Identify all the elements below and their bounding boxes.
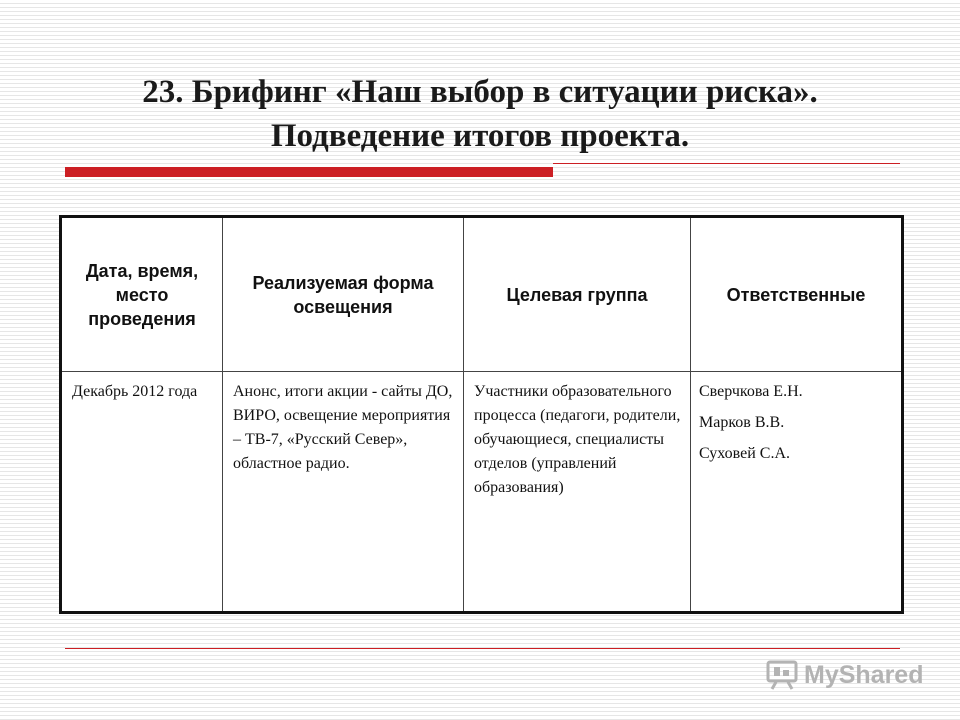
slide-title xyxy=(60,70,900,158)
responsible-person: Сверчкова Е.Н. xyxy=(699,383,803,400)
responsible-person: Суховей С.А. xyxy=(699,445,791,462)
responsible-person: Марков В.В. xyxy=(699,414,785,431)
cell-responsible xyxy=(691,372,903,613)
header-form: Реализуемая форма освещения xyxy=(223,217,464,372)
header-target-group: Целевая группа xyxy=(464,217,691,372)
cell-form: Анонс, итоги акции - сайты ДО, ВИРО, освещение мероприятия – ТВ-7, «Русский Север», областное радио. xyxy=(223,372,464,613)
table-header-row xyxy=(61,217,903,372)
watermark-text: MyShared xyxy=(804,660,924,689)
slide-title-line-2: Подведение итогов проекта. xyxy=(270,118,690,154)
watermark-logo xyxy=(766,655,923,695)
plan-table xyxy=(59,215,904,614)
bottom-accent-rule xyxy=(65,648,900,649)
table-row xyxy=(61,372,903,613)
cell-date: Декабрь 2012 года xyxy=(61,372,223,613)
title-accent-bar xyxy=(65,167,553,177)
header-responsible: Ответственные xyxy=(691,217,903,372)
plan-table-container xyxy=(59,215,901,614)
slide-title-line-1: 23. Брифинг «Наш выбор в ситуации риска». xyxy=(142,74,818,110)
cell-target-group: Участники образовательного процесса (педагоги, родители, обучающиеся, специалисты отделов (управлений образования) xyxy=(464,372,691,613)
header-date: Дата, время, место проведения xyxy=(61,217,223,372)
presentation-board-icon xyxy=(766,659,798,691)
title-accent-rule xyxy=(553,163,900,164)
